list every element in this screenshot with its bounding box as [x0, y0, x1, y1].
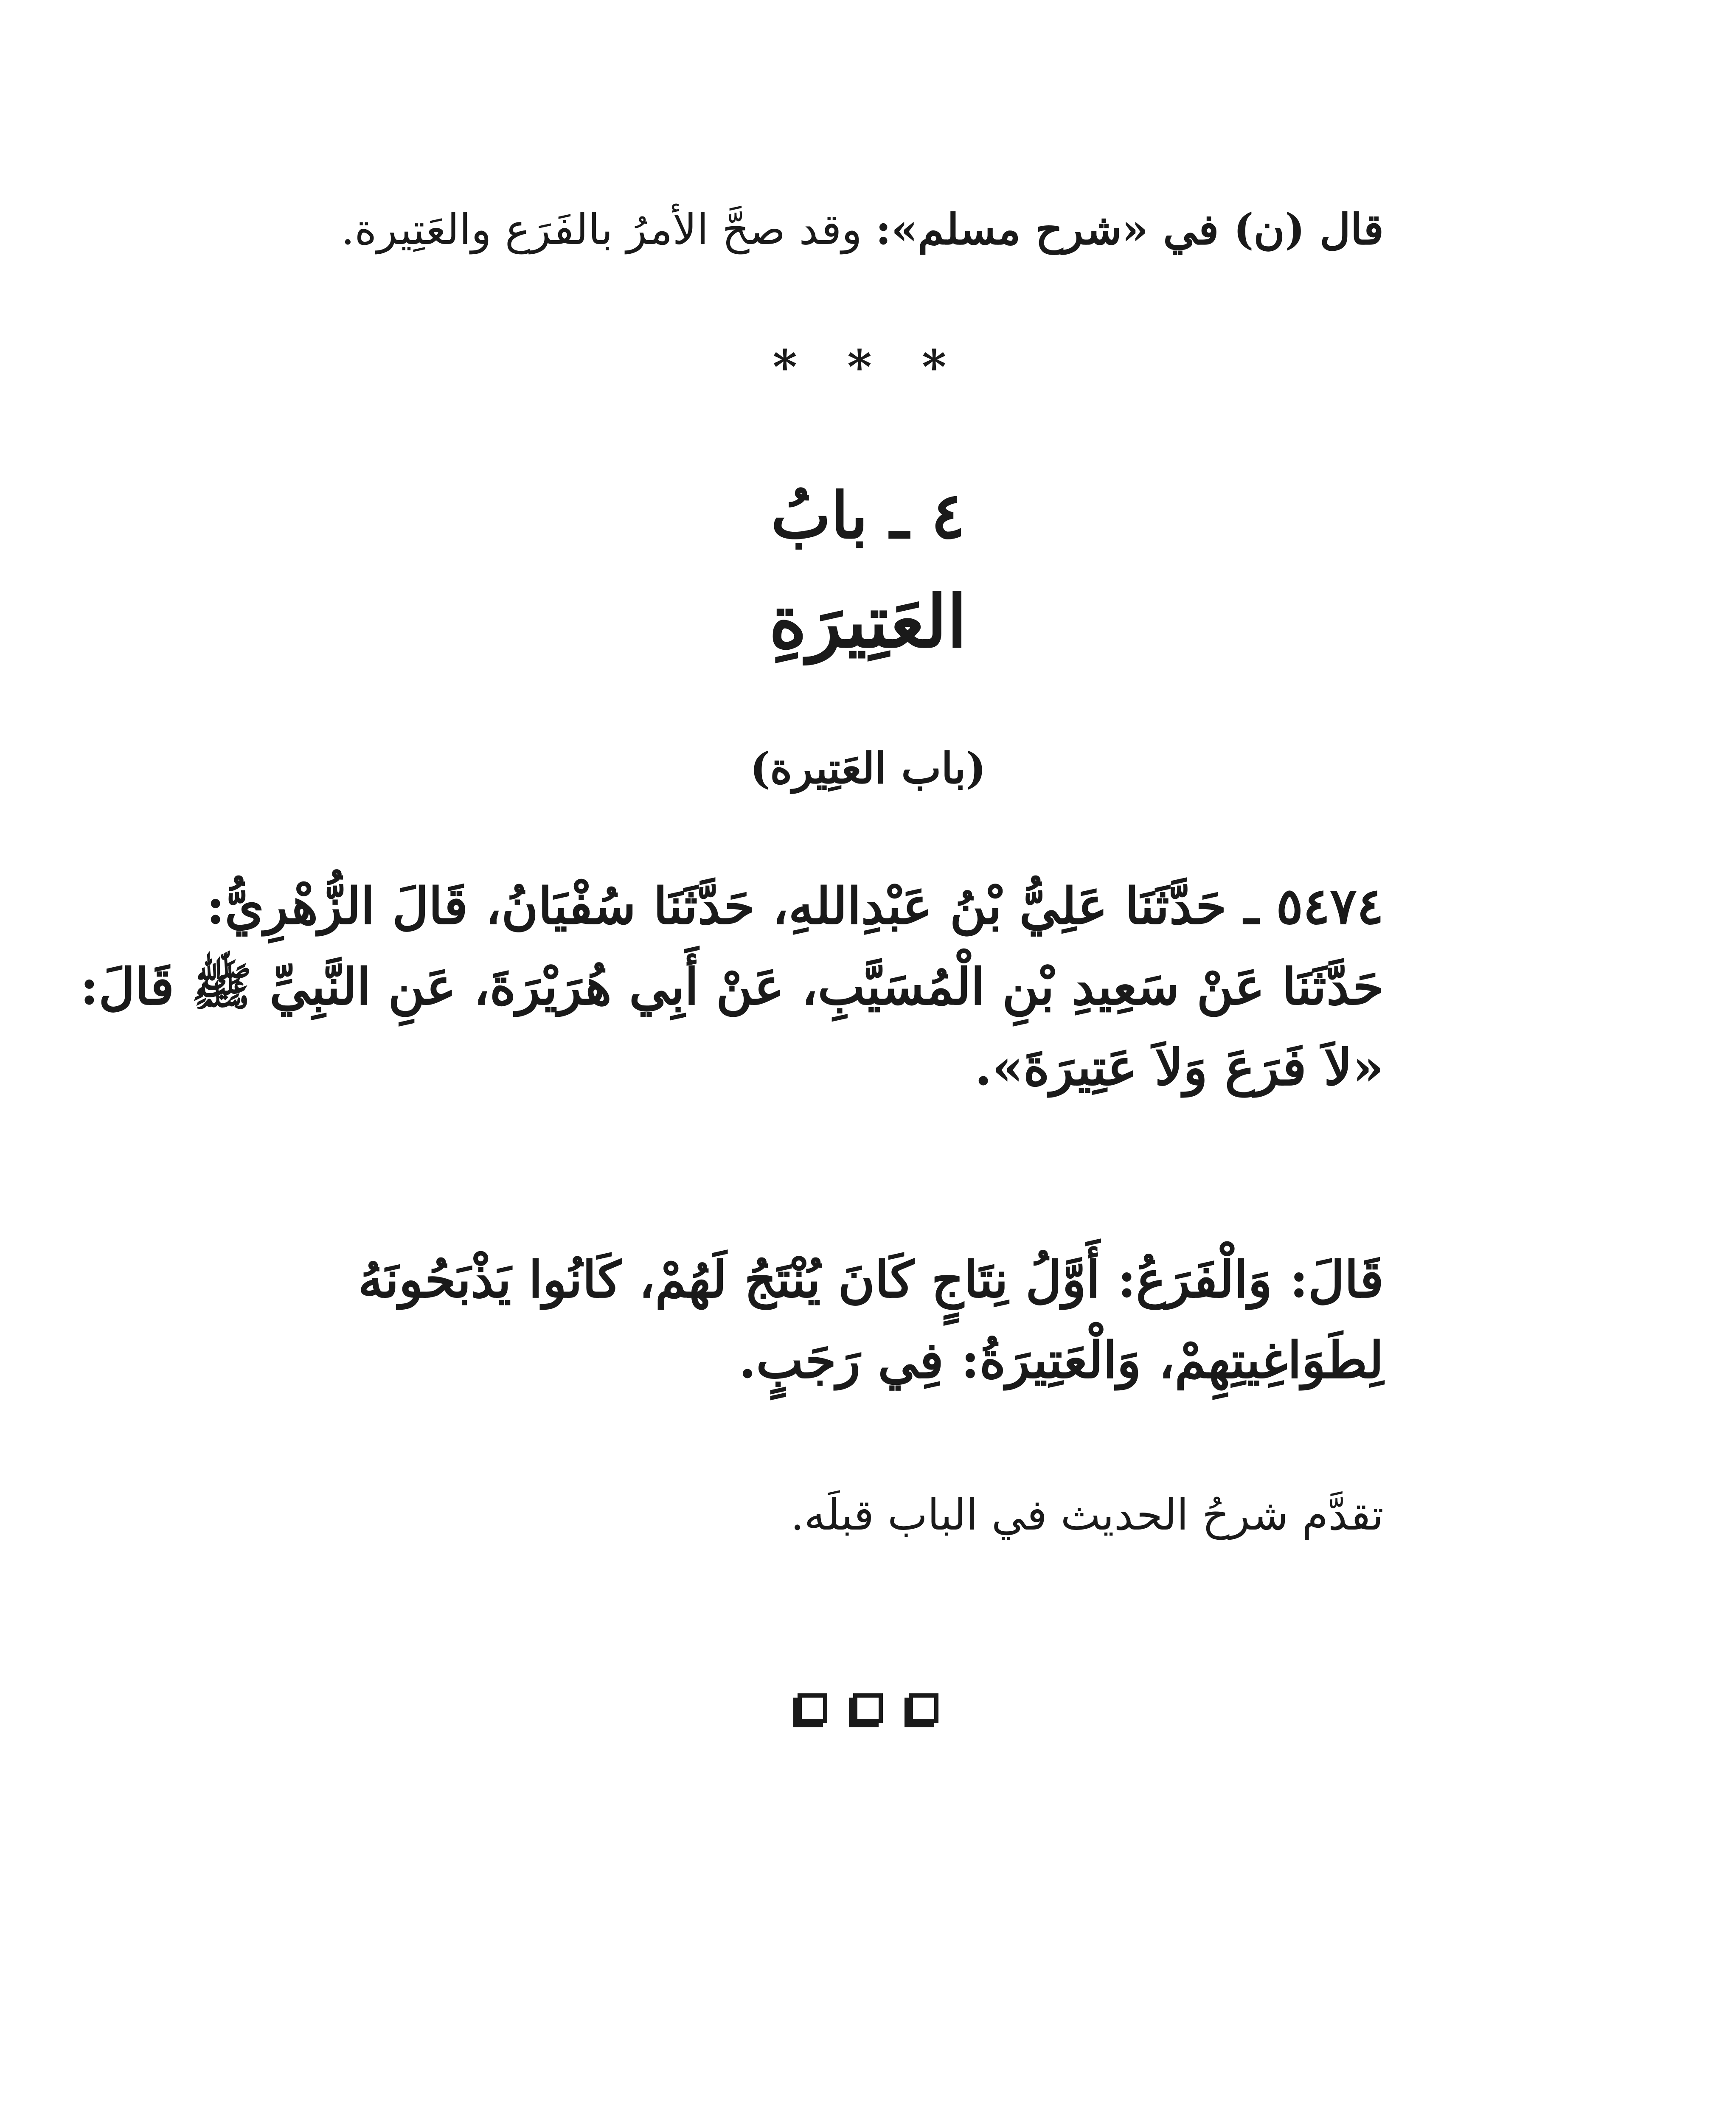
square-ornament-icon — [798, 1693, 827, 1723]
square-ornament-icon — [909, 1693, 938, 1723]
chapter-number: ٤ ـ بابُ — [771, 478, 965, 553]
square-ornament-icon — [853, 1693, 883, 1723]
explanation-text — [221, 1239, 1384, 1401]
explanation-line: قَالَ: وَالْفَرَعُ: أَوَّلُ نِتَاجٍ كَانَ يُنْتَجُ لَهُمْ، كَانُوا يَذْبَحُونَهُ — [358, 1250, 1384, 1309]
chapter-title: العَتِيرَةِ — [769, 579, 967, 664]
hadith-line: «لاَ فَرَعَ وَلاَ عَتِيرَةَ». — [975, 1038, 1384, 1097]
intro-text: وقد صحَّ الأمرُ بالفَرَع والعَتِيرة. — [341, 205, 862, 254]
intro-label: قال (ن) في «شرح مسلم»: — [875, 204, 1384, 254]
end-ornament — [0, 1693, 1736, 1725]
hadith-text — [80, 866, 1384, 1108]
hadith-line: ٥٤٧٤ ـ حَدَّثَنَا عَلِيُّ بْنُ عَبْدِاللهِ، حَدَّثَنَا سُفْيَانُ، قَالَ الزُّهْرِيُّ: — [206, 876, 1384, 935]
intro-paragraph — [221, 199, 1384, 259]
explanation-line: لِطَوَاغِيتِهِمْ، وَالْعَتِيرَةُ: فِي رَجَبٍ. — [739, 1330, 1384, 1389]
section-separator: * * * — [772, 340, 964, 394]
commentary-note: تقدَّم شرحُ الحديث في الباب قبلَه. — [790, 1490, 1384, 1540]
chapter-subtitle: (باب العَتِيرة) — [750, 743, 986, 793]
hadith-line: حَدَّثَنَا عَنْ سَعِيدِ بْنِ الْمُسَيَّبِ، عَنْ أَبِي هُرَيْرَةَ، عَنِ النَّبِيِّ ﷺ قَالَ: — [80, 957, 1384, 1016]
